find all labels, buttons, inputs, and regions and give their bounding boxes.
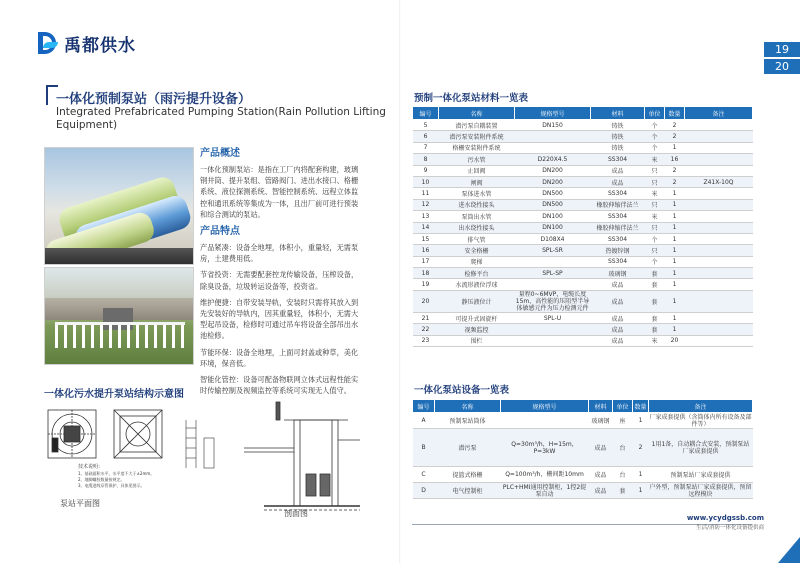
table-cell: 个 — [645, 120, 665, 131]
brand-name: 禹都供水 — [64, 35, 136, 56]
table-row — [413, 290, 753, 312]
table-row — [413, 312, 753, 323]
table-row — [413, 211, 753, 222]
column-header: 备注 — [685, 107, 753, 120]
table-cell: SS304 — [591, 154, 645, 165]
table-cell: 视频监控 — [439, 324, 515, 335]
section-title: 一体化预制泵站（雨污提升设备） — [56, 92, 252, 107]
table-cell — [685, 142, 753, 153]
table-cell: 户外型，预制泵站厂家成套提供，预留远程模块 — [649, 483, 752, 498]
table-cell: 套 — [645, 312, 665, 323]
table-cell: 1 — [665, 211, 685, 222]
table-row — [413, 120, 753, 131]
table-row — [413, 131, 753, 142]
equipment-table-title: 一体化泵站设备一览表 — [414, 385, 510, 396]
table-cell: DN500 — [515, 188, 591, 199]
equipment-table — [412, 399, 753, 499]
table-cell: 7 — [413, 142, 439, 153]
table-cell: 提篮式格栅 — [435, 467, 501, 483]
table-cell: 成品 — [591, 335, 645, 346]
table-cell — [685, 233, 753, 244]
table-cell: 米 — [645, 188, 665, 199]
table-cell: SS304 — [591, 211, 645, 222]
table-cell: 爬梯 — [439, 256, 515, 267]
table-cell: DN200 — [515, 176, 591, 187]
table-cell: 2 — [633, 429, 649, 467]
table-cell: 套 — [645, 268, 665, 279]
table-cell: A — [413, 413, 435, 429]
table-cell: 套 — [645, 279, 665, 290]
table-cell: 排气管 — [439, 233, 515, 244]
page-numbers — [764, 42, 800, 76]
plan-caption: 泵站平面图 — [60, 499, 100, 508]
section-subtitle-en: Integrated Prefabricated Pumping Station(Rain Pollution Lifting Equipment) — [56, 106, 386, 131]
table-cell — [685, 120, 753, 131]
column-header: 单位 — [645, 107, 665, 120]
table-cell — [685, 188, 753, 199]
table-cell: 1 — [665, 279, 685, 290]
table-cell: 只 — [645, 165, 665, 176]
table-cell: 15 — [413, 233, 439, 244]
table-cell: 厂家成套提供（含筒体内所有设备及部件等） — [649, 413, 752, 428]
table-cell — [685, 211, 753, 222]
table-row — [413, 413, 753, 429]
page-number-right: 20 — [764, 59, 800, 74]
table-cell: 19 — [413, 279, 439, 290]
diagram-title: 一体化污水提升泵站结构示意图 — [44, 389, 184, 400]
table-cell: 10 — [413, 176, 439, 187]
table-cell — [685, 256, 753, 267]
plan-view-square — [114, 410, 162, 458]
table-cell: 1 — [665, 233, 685, 244]
photo-tanks-transport — [44, 147, 194, 265]
table-cell: DN200 — [515, 165, 591, 176]
table-cell — [501, 413, 589, 429]
table-cell — [685, 324, 753, 335]
logo-mark-icon — [38, 31, 60, 55]
table-cell: 潜污泵安装附件系统 — [439, 131, 515, 142]
table-cell: 米 — [645, 211, 665, 222]
table-cell — [685, 165, 753, 176]
table-cell: 静压液位计 — [439, 290, 515, 312]
table-cell: 水流形液位浮球 — [439, 279, 515, 290]
table-cell: 成品 — [591, 165, 645, 176]
table-cell: 进水绕性接头 — [439, 199, 515, 210]
column-header: 名称 — [439, 107, 515, 120]
section-caption: 剖面图 — [284, 509, 308, 518]
table-cell: 泵筒出水管 — [439, 211, 515, 222]
table-cell: 成品 — [591, 290, 645, 312]
feature-investment: 节省投资：无需要配套控龙传输设备，压榨设备，除臭设备，垃圾转运设备等，投资省。 — [200, 270, 359, 291]
materials-table — [412, 106, 753, 347]
column-header: 规格型号 — [501, 400, 589, 413]
table-cell: 成品 — [591, 312, 645, 323]
table-cell: 13 — [413, 211, 439, 222]
table-cell: 套 — [645, 324, 665, 335]
materials-table-title: 预制一体化泵站材料一览表 — [414, 93, 529, 104]
table-row — [413, 245, 753, 256]
tech-note-3: 3、电缆进线穿管保护，具体见图示。 — [78, 483, 145, 488]
table-cell: 6 — [413, 131, 439, 142]
table-cell: 1 — [665, 256, 685, 267]
table-cell: D220X4.5 — [515, 154, 591, 165]
table-row — [413, 233, 753, 244]
table-row — [413, 268, 753, 279]
table-cell — [685, 279, 753, 290]
table-cell: 套 — [645, 290, 665, 312]
table-cell: 1 — [665, 142, 685, 153]
table-cell: 套 — [613, 483, 633, 499]
table-cell: 1 — [633, 413, 649, 429]
table-cell: 个 — [645, 256, 665, 267]
table-cell: 成品 — [589, 467, 613, 483]
ladder-detail — [186, 420, 214, 468]
table-cell: 围栏 — [439, 335, 515, 346]
table-cell: 5 — [413, 120, 439, 131]
table-cell — [685, 199, 753, 210]
table-cell — [685, 131, 753, 142]
table-row — [413, 279, 753, 290]
table-cell: 2 — [665, 120, 685, 131]
footer-slogan: 生活/消防一体化设备提供商 — [696, 525, 764, 531]
table-cell: 量程0~6MVP，电缆长度15m，高性能的压阻型半导体敏感元件为压力检测元件 — [515, 290, 590, 312]
table-row — [413, 324, 753, 335]
column-header: 备注 — [649, 400, 753, 413]
table-cell: 潜污泵自耦装置 — [439, 120, 515, 131]
table-cell: 只 — [645, 245, 665, 256]
tech-note-2: 2、地脚螺栓数量按规定。 — [78, 477, 125, 482]
table-cell — [515, 131, 591, 142]
table-cell: 成品 — [591, 176, 645, 187]
table-cell — [515, 256, 591, 267]
feature-smart: 智能化管控：设备可配备物联网立体式远程性能实时传输控制及视频监控等系统可实现无人值守。 — [200, 375, 359, 396]
table-header-row — [413, 107, 753, 120]
table-row — [413, 165, 753, 176]
table-cell: 只 — [645, 176, 665, 187]
table-cell: SS304 — [591, 188, 645, 199]
table-row — [413, 222, 753, 233]
table-row — [413, 176, 753, 187]
table-cell: 2 — [665, 131, 685, 142]
table-cell: 只 — [645, 199, 665, 210]
table-row — [413, 429, 753, 467]
table-cell: 泵体进水管 — [439, 188, 515, 199]
column-header: 编号 — [413, 400, 435, 413]
table-cell: 1 — [665, 245, 685, 256]
footer-url[interactable]: www.ycydgssb.com — [686, 514, 764, 522]
feature-eco: 节能环保：设备全地埋，上面可封盖或种草，美化环境，保音低。 — [200, 347, 359, 368]
table-row — [413, 256, 753, 267]
table-cell: 17 — [413, 256, 439, 267]
table-cell: 座 — [613, 413, 633, 429]
table-row — [413, 467, 753, 483]
table-cell: 14 — [413, 222, 439, 233]
features-heading: 产品特点 — [200, 226, 240, 238]
tech-note-1: 1、基础面积水平，水平度不大于±2mm。 — [78, 471, 155, 476]
table-cell: 闸阀 — [439, 176, 515, 187]
column-header: 数量 — [665, 107, 685, 120]
column-header: 单位 — [613, 400, 633, 413]
table-cell: 1 — [665, 268, 685, 279]
table-cell: 1 — [665, 290, 685, 312]
table-cell: SS304 — [591, 256, 645, 267]
table-cell — [685, 312, 753, 323]
table-header-row — [413, 400, 753, 413]
table-cell: 检修平台 — [439, 268, 515, 279]
table-cell — [685, 268, 753, 279]
table-cell: 可提升式固旋杆 — [439, 312, 515, 323]
page-spine — [399, 0, 401, 563]
column-header: 材料 — [591, 107, 645, 120]
brand-logo — [38, 31, 136, 55]
table-cell: 格栅安装附件系统 — [439, 142, 515, 153]
table-cell: 安全格栅 — [439, 245, 515, 256]
table-cell: 电气控制柜 — [435, 483, 501, 499]
table-cell: Z41X-10Q — [685, 176, 753, 187]
table-cell — [515, 335, 591, 346]
table-cell: 11 — [413, 188, 439, 199]
table-cell: D — [413, 483, 435, 499]
table-row — [413, 335, 753, 346]
table-cell: 23 — [413, 335, 439, 346]
table-cell: 玻璃钢 — [589, 413, 613, 429]
table-cell: 16 — [665, 154, 685, 165]
table-row — [413, 199, 753, 210]
section-view — [244, 402, 360, 510]
table-cell: Q=30m³/h，H=15m，P=3kW — [501, 429, 589, 467]
table-cell: SPL-SP — [515, 268, 591, 279]
page-number-left: 19 — [764, 42, 800, 57]
table-cell: 9 — [413, 165, 439, 176]
table-cell: Q=100m³/h，栅间距10mm — [501, 467, 589, 483]
table-cell — [685, 335, 753, 346]
table-cell: DN100 — [515, 222, 591, 233]
table-cell: 成品 — [591, 324, 645, 335]
table-cell: 台 — [613, 429, 633, 467]
table-cell: DN150 — [515, 120, 591, 131]
overview-text: 一体化预制泵站：是指在工厂内将配套构建，玻璃钢井筒、提升泵组、管路阀门、进出水接口、格栅系统、液位探测系统、智能控制系统、远程立体监控和通讯系统等集成为一体，且出厂前可进行预装和综合测试的泵站。 — [200, 165, 359, 219]
table-cell — [515, 279, 591, 290]
column-header: 编号 — [413, 107, 439, 120]
table-cell: 预制泵站筒体 — [435, 413, 501, 429]
column-header: 名称 — [435, 400, 501, 413]
table-cell: 20 — [665, 335, 685, 346]
table-cell: 玻璃钢 — [591, 268, 645, 279]
table-cell: 16 — [413, 245, 439, 256]
table-cell: 热镀锌钢 — [591, 245, 645, 256]
table-cell: 潜污泵 — [435, 429, 501, 467]
table-cell: 只 — [645, 222, 665, 233]
table-cell: 止回阀 — [439, 165, 515, 176]
overview-heading: 产品概述 — [200, 148, 240, 159]
table-cell: 8 — [413, 154, 439, 165]
table-row — [413, 188, 753, 199]
table-cell: 橡胶伸缩伴法兰 — [591, 222, 645, 233]
table-cell: SPL-U — [515, 312, 591, 323]
table-cell: SPL-SR — [515, 245, 591, 256]
table-cell: 污水管 — [439, 154, 515, 165]
tech-notes-label: 技术说明： — [78, 464, 104, 470]
table-cell: 成品 — [589, 429, 613, 467]
table-cell: 成品 — [589, 483, 613, 499]
table-cell: 米 — [645, 154, 665, 165]
corner-decoration — [778, 537, 800, 563]
column-header: 材料 — [589, 400, 613, 413]
table-cell: 1 — [665, 188, 685, 199]
table-cell: 个 — [645, 131, 665, 142]
table-cell: D108X4 — [515, 233, 591, 244]
table-cell: 20 — [413, 290, 439, 312]
feature-maintenance: 维护便捷：自带安装导轨，安装时只需将其放入到先安装好的导轨内，因其重量轻，体积小，无需大型起吊设备，检修时可通过吊车将设备全部吊出水池检修。 — [200, 297, 359, 341]
table-cell — [685, 154, 753, 165]
column-header: 规格型号 — [515, 107, 591, 120]
table-cell: 12 — [413, 199, 439, 210]
table-cell: 台 — [613, 467, 633, 483]
table-cell: 成品 — [591, 279, 645, 290]
table-cell: DN100 — [515, 211, 591, 222]
column-header: 数量 — [633, 400, 649, 413]
table-cell: 橡胶伸缩伴法兰 — [591, 199, 645, 210]
table-cell: 铸铁 — [591, 142, 645, 153]
table-cell: 个 — [645, 142, 665, 153]
table-cell: 铸铁 — [591, 131, 645, 142]
table-cell: C — [413, 467, 435, 483]
table-cell: 1 — [633, 483, 649, 499]
table-cell: 1 — [633, 467, 649, 483]
table-row — [413, 142, 753, 153]
table-cell: PLC+HMI通用控制柜，1控2提泵自动 — [501, 483, 589, 499]
table-row — [413, 483, 753, 499]
table-cell — [685, 245, 753, 256]
table-cell: 2 — [665, 176, 685, 187]
table-cell: 18 — [413, 268, 439, 279]
table-cell: 1用1备，自动耦合式安装，预制泵站厂家成套提供 — [649, 429, 753, 467]
table-cell: 预制泵站厂家成套提供 — [649, 467, 753, 483]
photo-installed-station — [44, 267, 194, 365]
table-cell: 铸铁 — [591, 120, 645, 131]
table-cell — [515, 142, 591, 153]
table-cell: 个 — [645, 233, 665, 244]
table-cell: 1 — [665, 324, 685, 335]
table-cell — [685, 222, 753, 233]
table-cell: 1 — [665, 312, 685, 323]
table-cell: B — [413, 429, 435, 467]
table-cell: SS304 — [591, 233, 645, 244]
table-cell — [685, 290, 753, 312]
table-cell: DN500 — [515, 199, 591, 210]
table-cell: 22 — [413, 324, 439, 335]
table-cell: 1 — [665, 222, 685, 233]
table-cell: 出水绕性接头 — [439, 222, 515, 233]
table-row — [413, 154, 753, 165]
plan-view-circle — [48, 410, 96, 458]
product-text — [200, 148, 365, 401]
feature-compact: 产品紧凑：设备全地埋，体积小，重量轻，无需泵房，土建费用低。 — [200, 243, 359, 264]
table-cell: 米 — [645, 335, 665, 346]
table-cell — [515, 324, 591, 335]
table-cell: 1 — [665, 199, 685, 210]
table-cell: 2 — [665, 165, 685, 176]
table-cell: 21 — [413, 312, 439, 323]
